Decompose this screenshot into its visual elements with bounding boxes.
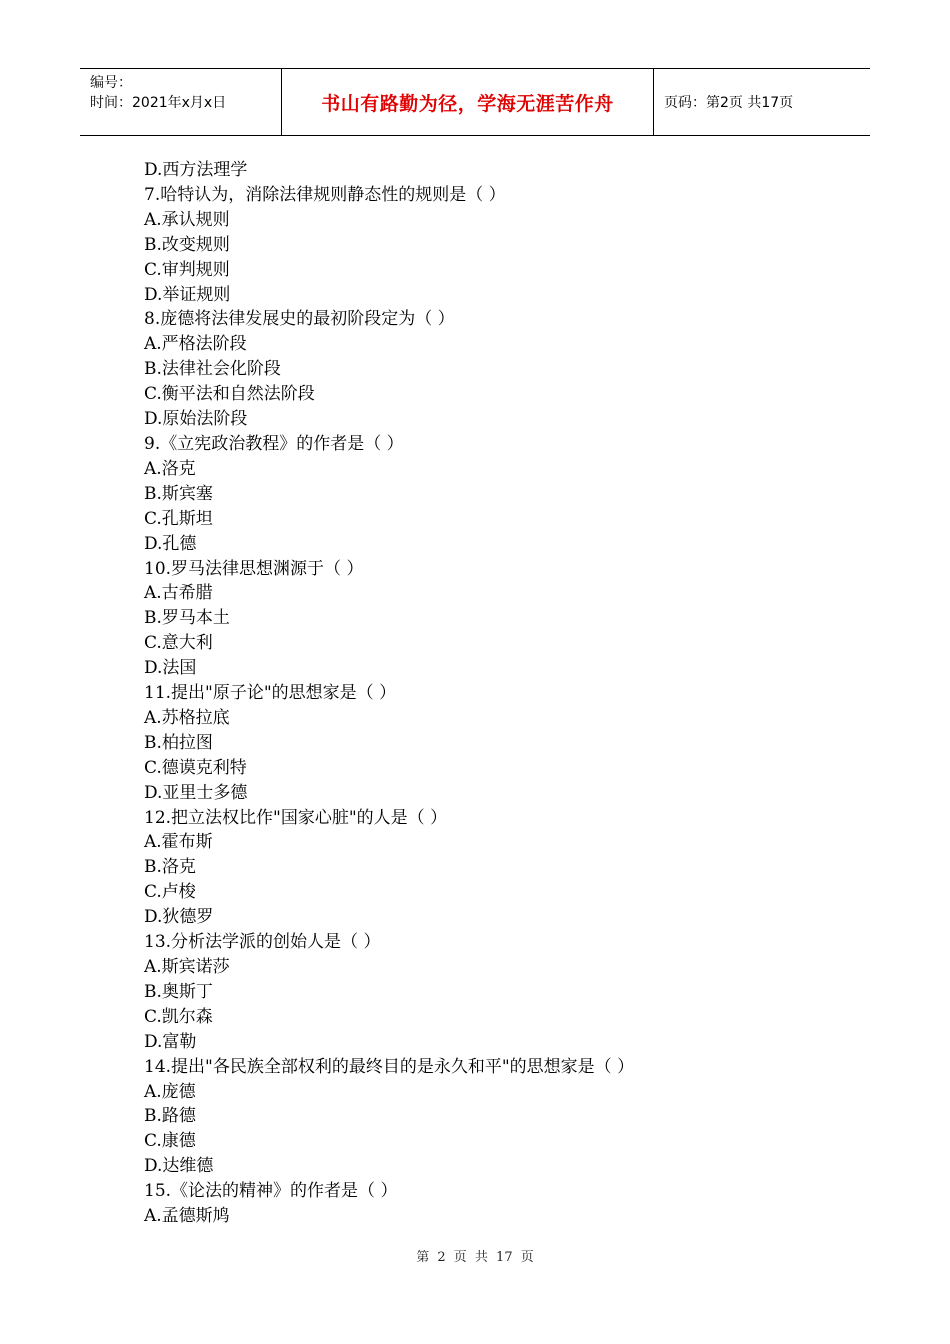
option-text: B.罗马本土 bbox=[144, 608, 230, 629]
option-text: C.意大利 bbox=[144, 633, 213, 654]
option-text: D.狄德罗 bbox=[144, 907, 214, 928]
option-text: D.举证规则 bbox=[144, 284, 231, 305]
option-text: B.洛克 bbox=[144, 857, 196, 878]
option-text: D.亚里士多德 bbox=[144, 782, 248, 803]
question-text: 14.提出"各民族全部权利的最终目的是永久和平"的思想家是（ ） bbox=[144, 1056, 635, 1077]
question-text: 13.分析法学派的创始人是（ ） bbox=[144, 932, 381, 953]
option-text: A.苏格拉底 bbox=[144, 707, 230, 728]
question-text: 12.把立法权比作"国家心脏"的人是（ ） bbox=[144, 807, 448, 828]
option-text: C.凯尔森 bbox=[144, 1006, 213, 1027]
option-text: B.法律社会化阶段 bbox=[144, 359, 281, 380]
option-text: B.路德 bbox=[144, 1106, 196, 1127]
question-text: 8.庞德将法律发展史的最初阶段定为（ ） bbox=[144, 309, 455, 330]
number-label: 编号： bbox=[90, 75, 132, 91]
question-text: 7.哈特认为，消除法律规则静态性的规则是（ ） bbox=[144, 184, 506, 205]
option-text: C.孔斯坦 bbox=[144, 508, 213, 529]
option-text: A.承认规则 bbox=[144, 209, 230, 230]
option-text: A.严格法阶段 bbox=[144, 334, 247, 355]
option-text: C.德谟克利特 bbox=[144, 757, 247, 778]
option-text: A.洛克 bbox=[144, 458, 196, 479]
option-text: B.柏拉图 bbox=[144, 732, 213, 753]
option-text: C.衡平法和自然法阶段 bbox=[144, 384, 315, 405]
option-text: D.富勒 bbox=[144, 1031, 197, 1052]
question-text: 15.《论法的精神》的作者是（ ） bbox=[144, 1181, 398, 1202]
option-text: B.改变规则 bbox=[144, 234, 230, 255]
option-text: D.原始法阶段 bbox=[144, 409, 248, 430]
option-text: A.古希腊 bbox=[144, 583, 213, 604]
header-motto: 书山有路勤为径，学海无涯苦作舟 bbox=[282, 69, 654, 135]
time-label: 时间：2021年x月x日 bbox=[90, 95, 227, 111]
option-text: D.达维德 bbox=[144, 1156, 214, 1177]
option-text: A.霍布斯 bbox=[144, 832, 213, 853]
option-text: B.奥斯丁 bbox=[144, 981, 213, 1002]
question-text: 11.提出"原子论"的思想家是（ ） bbox=[144, 683, 397, 704]
question-text: 10.罗马法律思想渊源于（ ） bbox=[144, 558, 364, 579]
question-list bbox=[144, 158, 844, 1229]
option-text: C.卢梭 bbox=[144, 882, 196, 903]
option-text: C.审判规则 bbox=[144, 259, 230, 280]
page-header bbox=[80, 68, 870, 136]
option-text: C.康德 bbox=[144, 1131, 196, 1152]
header-page-info: 页码：第2页 共17页 bbox=[664, 95, 794, 111]
option-text: D.西方法理学 bbox=[144, 160, 248, 180]
page-footer: 第 2 页 共 17 页 bbox=[416, 1250, 534, 1265]
option-text: B.斯宾塞 bbox=[144, 483, 213, 504]
option-text: D.法国 bbox=[144, 658, 197, 679]
header-meta bbox=[80, 69, 282, 135]
option-text: A.斯宾诺莎 bbox=[144, 957, 230, 977]
option-text: A.庞德 bbox=[144, 1081, 196, 1102]
option-text: D.孔德 bbox=[144, 533, 197, 554]
question-text: 9.《立宪政治教程》的作者是（ ） bbox=[144, 433, 404, 454]
option-text: A.孟德斯鸠 bbox=[144, 1206, 230, 1227]
